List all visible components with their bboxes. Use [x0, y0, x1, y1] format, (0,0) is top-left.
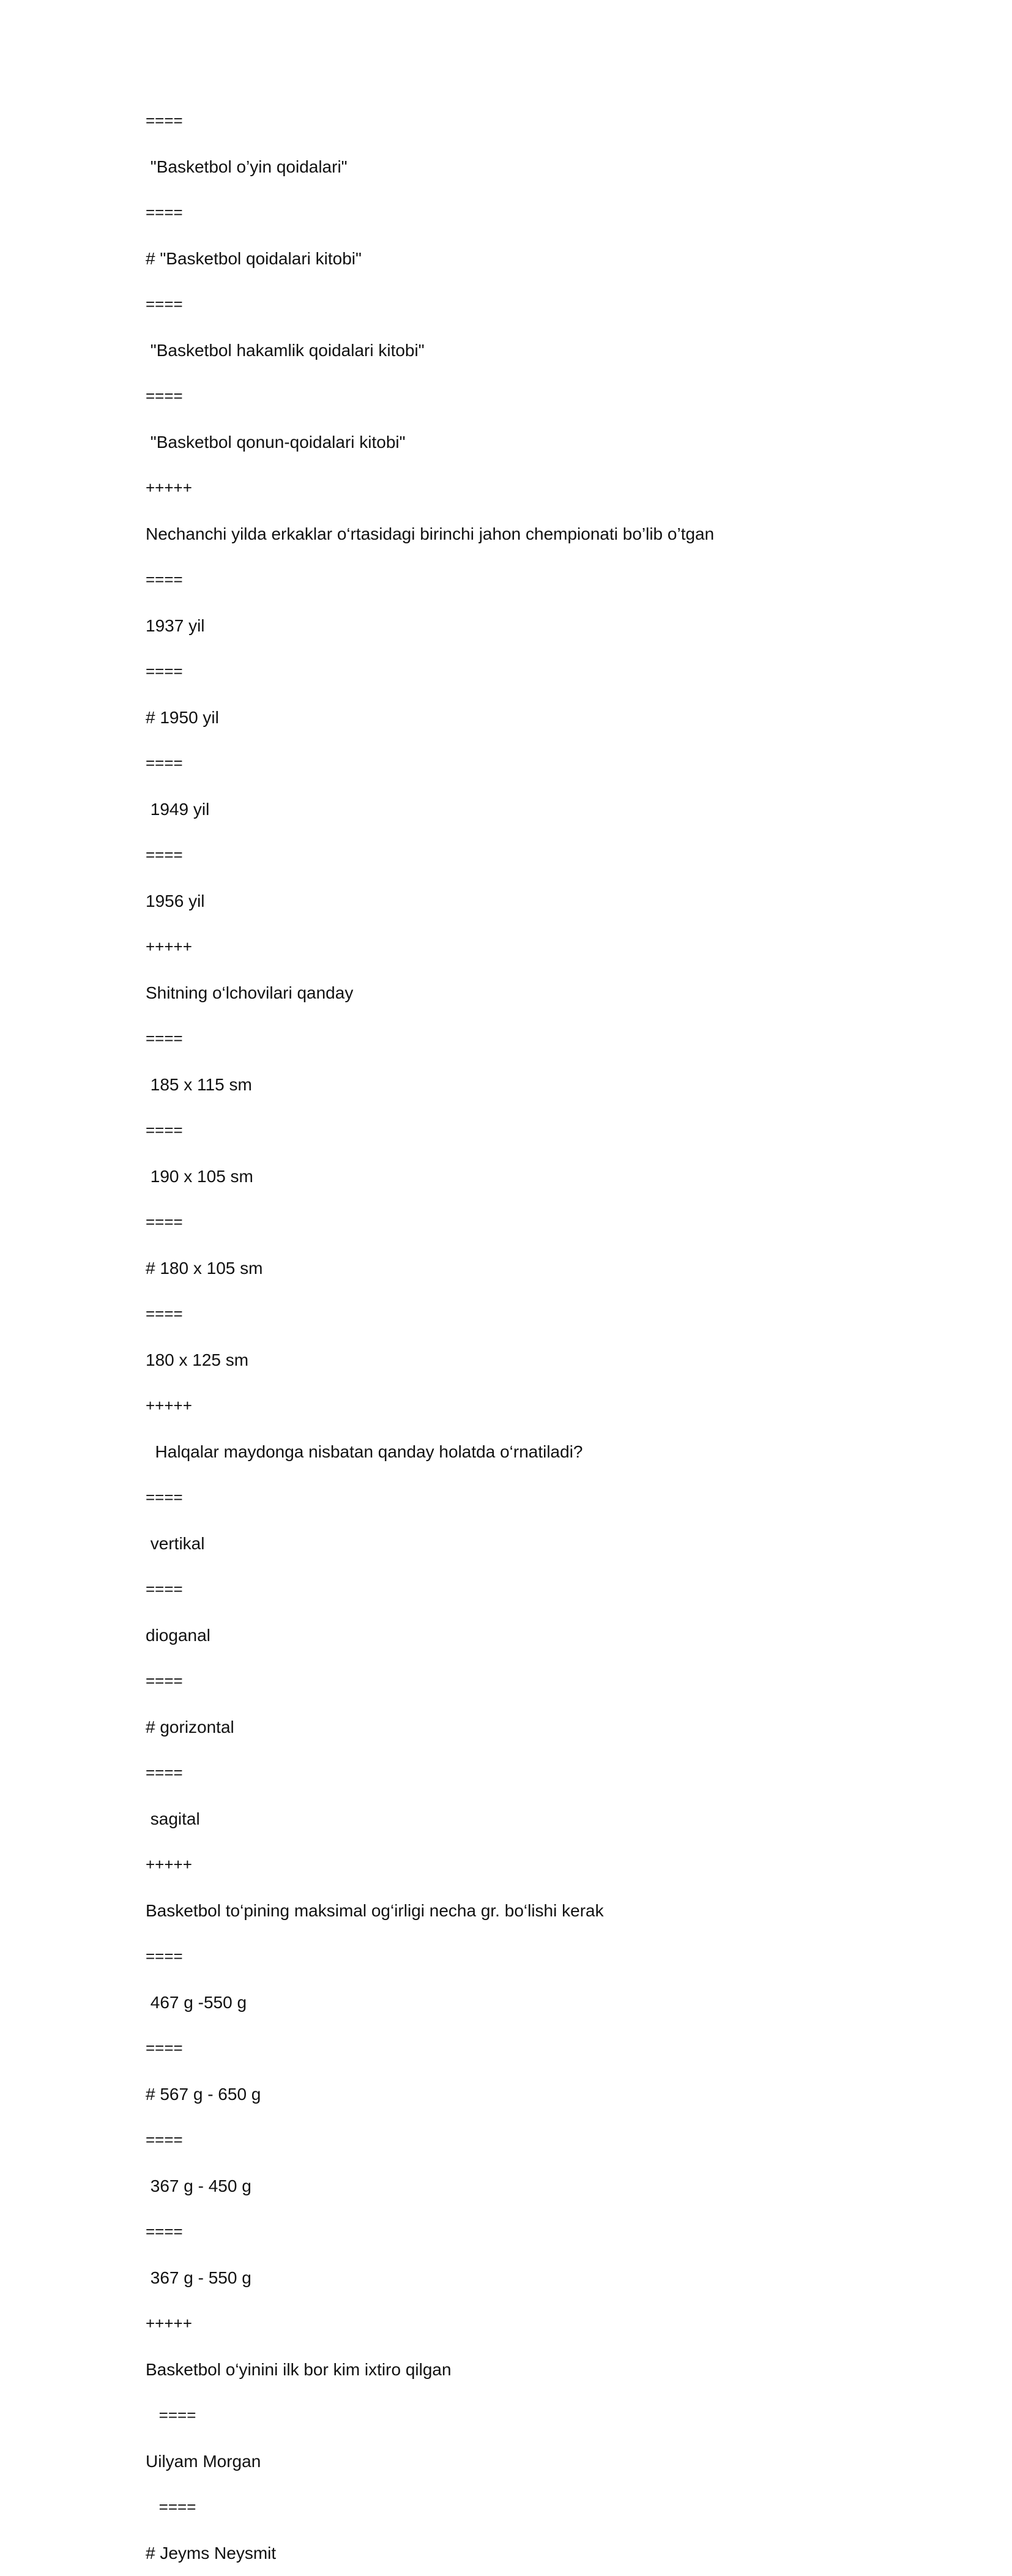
separator: ====: [146, 1488, 183, 1506]
answer-option: "Basketbol qonun-qoidalari kitobi": [146, 433, 406, 452]
document-page: [146, 98, 941, 2576]
answer-option: 1937 yil: [146, 616, 205, 635]
question-separator: +++++: [146, 1396, 192, 1415]
separator: ====: [146, 2406, 196, 2424]
answer-option: dioganal: [146, 1626, 210, 1645]
answer-option: 180 x 125 sm: [146, 1350, 249, 1369]
separator: ====: [146, 1213, 183, 1231]
answer-option: "Basketbol o’yin qoidalari": [146, 157, 348, 176]
question-text: Halqalar maydonga nisbatan qanday holatda o‘rnatiladi?: [146, 1442, 583, 1461]
separator: ====: [146, 570, 183, 589]
separator: ====: [146, 2498, 196, 2516]
separator: ====: [146, 1672, 183, 1690]
answer-option: 367 g - 450 g: [146, 2176, 251, 2195]
question-separator: +++++: [146, 1855, 192, 1874]
question-text: Basketbol o‘yinini ilk bor kim ixtiro qilgan: [146, 2360, 452, 2379]
answer-option: 1949 yil: [146, 800, 210, 819]
separator: ====: [146, 1121, 183, 1139]
separator: ====: [146, 1947, 183, 1965]
separator: ====: [146, 111, 183, 130]
answer-option: 185 x 115 sm: [146, 1075, 252, 1094]
separator: ====: [146, 2131, 183, 2149]
separator: ====: [146, 2039, 183, 2057]
answer-option: 367 g - 550 g: [146, 2268, 251, 2287]
separator: ====: [146, 2222, 183, 2241]
correct-answer-option: # gorizontal: [146, 1718, 234, 1737]
question-separator: +++++: [146, 478, 192, 497]
separator: ====: [146, 662, 183, 680]
separator: ====: [146, 1580, 183, 1598]
separator: ====: [146, 1029, 183, 1048]
separator: ====: [146, 203, 183, 221]
answer-option: vertikal: [146, 1534, 205, 1553]
correct-answer-option: # Jeyms Neysmit: [146, 2544, 277, 2563]
answer-option: 467 g -550 g: [146, 1993, 247, 2012]
answer-option: Uilyam Morgan: [146, 2452, 261, 2471]
separator: ====: [146, 387, 183, 405]
question-separator: +++++: [146, 937, 192, 956]
question-separator: +++++: [146, 2314, 192, 2332]
correct-answer-option: # 567 g - 650 g: [146, 2085, 261, 2104]
separator: ====: [146, 295, 183, 313]
question-text: Basketbol to‘pining maksimal og‘irligi necha gr. bo‘lishi kerak: [146, 1901, 604, 1920]
separator: ====: [146, 1305, 183, 1323]
correct-answer-option: # 1950 yil: [146, 708, 219, 727]
answer-option: 190 x 105 sm: [146, 1167, 253, 1186]
answer-option: sagital: [146, 1809, 200, 1828]
question-text: Nechanchi yilda erkaklar o‘rtasidagi birinchi jahon chempionati bo’lib o’tgan: [146, 524, 715, 543]
question-text: Shitning o‘lchovilari qanday: [146, 983, 354, 1002]
answer-option: 1956 yil: [146, 892, 205, 910]
answer-option: "Basketbol hakamlik qoidalari kitobi": [146, 341, 425, 360]
separator: ====: [146, 1763, 183, 1782]
separator: ====: [146, 846, 183, 864]
correct-answer-option: # "Basketbol qoidalari kitobi": [146, 249, 362, 268]
correct-answer-option: # 180 x 105 sm: [146, 1259, 263, 1278]
separator: ====: [146, 754, 183, 772]
